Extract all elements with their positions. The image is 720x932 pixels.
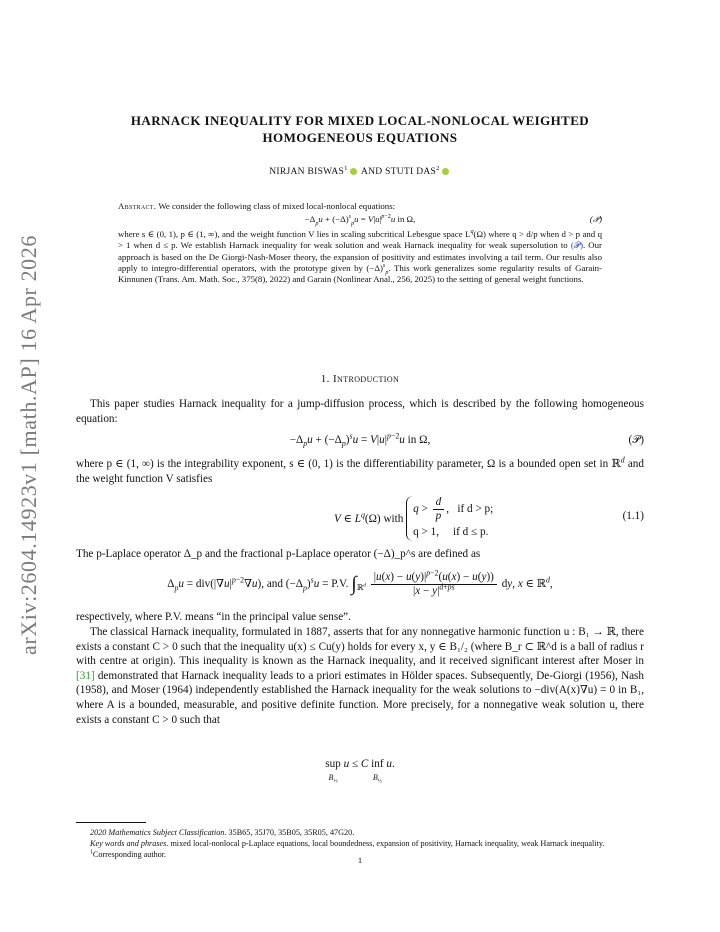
case-2: q > 1,: [413, 526, 440, 538]
title-line-2: HOMOGENEOUS EQUATIONS: [262, 130, 458, 145]
orcid-icon[interactable]: [442, 168, 449, 175]
intro-p5b: demonstrated that Harnack inequality leads to a priori estimates in Hölder spaces. Subsequently, De-Giorgi (1956), Nash (1958), and Moser (1964) independently established the Harnack inequality for the weak solutions to −div(A(x)∇u) = 0 in B₁, where A is a bounded, measurable, and positive definite function. More precisely, for a nonnegative weak solution u, there exists a constant C > 0 such that: [76, 669, 644, 726]
paper-title: [96, 112, 624, 146]
intro-paragraph-4: respectively, where P.V. means “in the principal value sense”.: [76, 611, 351, 623]
equation-cases: q > $\frac{d}{p}$ , if d > p; q > 1, if d ≤ p.: [406, 496, 493, 541]
equation-ref-link[interactable]: (𝒫): [570, 240, 584, 251]
author-2: STUTI DAS: [385, 167, 437, 177]
arxiv-identifier[interactable]: arXiv:2604.14923v1 [math.AP] 16 Apr 2026: [16, 235, 41, 655]
author-and: AND: [360, 167, 383, 177]
footnotes: 2020 Mathematics Subject Classification. 35B65, 35J70, 35B05, 35R05, 47G20. Key words and phrases. mixed local-nonlocal p-Laplace equations, local boundedness, expansion of positivity, Harnack inequality, weak Harnack inequality. $^1$Corresponding author.: [90, 828, 605, 859]
abstract-body: where s ∈ (0, 1), p ∈ (1, ∞), and the weight function V lies in scaling subcritical Lebesgue space $L^q(\Omega)$ where q > d/p when d > p and q > 1 when d ≤ p. We establish Harnack inequality for weak solution and weak Harnack inequality for weak supersolution to (𝒫). Our approach is based on the De Giorgi-Nash-Moser theory, the expansion of positivity and estimates involving a tail term. Our results also apply to integro-differential operators, with the prototype given by $(-\Delta)^s_p$. This work generalizes some regularity results of Garain-Kinnunen (Trans. Am. Math. Soc., 375(8), 2022) and Garain (Nonlinear Anal., 256, 2025) to the setting of general weight functions.: [118, 228, 602, 285]
title-line-1: HARNACK INEQUALITY FOR MIXED LOCAL-NONLOCAL WEIGHTED: [130, 113, 590, 128]
abstract-body-4: . This work generalizes some regularity results of Garain-Kinnunen (Trans. Am. Math. Soc., 375(8), 2022) and Garain (Nonlinear Anal., 256, 2025) to the setting of general weight functions.: [118, 263, 602, 285]
operator-definition: $\Delta_pu = div(|\nabla u|^{p-2}\nabla u)$, and $(-\Delta_p)^su = P.V$. $\int_{ℝ^d}$ $\frac{|u(x) - u(y)|^{p-2}(u(x) - u(y))}{|x - y|^{d+ps}}$ dy, x ∈ ℝ$^d$,: [167, 568, 553, 597]
equation-P-tag: (𝒫): [628, 434, 644, 446]
abstract-body-3: . Our approach is based on the De Giorgi-Nash-Moser theory, the expansion of positivity and estimates involving a tail term. Our results also apply to integro-differential operators, with the prototype given by (−Δ): [118, 240, 602, 274]
author-1: NIRJAN BISWAS: [269, 167, 345, 177]
abstract: [118, 201, 602, 286]
harnack-inequality: sup $B_{\frac{1}{2}}$ u ≤ C inf $B_{\frac{1}{2}}$ u.: [325, 758, 395, 785]
msc-label: 2020 Mathematics Subject Classification.: [90, 828, 227, 837]
page-number: 1: [357, 855, 363, 865]
intro-p2a: where p ∈ (1, ∞) is the integrability exponent, s ∈ (0, 1) is the differentiability parameter, Ω is a bounded open set in ℝ: [76, 458, 621, 470]
abstract-label: Abstract.: [118, 201, 157, 211]
section-heading: 1. Introduction: [320, 373, 400, 385]
intro-paragraph-3: The p-Laplace operator Δ_p and the fractional p-Laplace operator (−Δ)_p^s are defined as: [76, 548, 481, 560]
intro-paragraph-5: [76, 625, 644, 727]
author-1-mark: 1: [344, 164, 348, 172]
orcid-icon[interactable]: [350, 168, 357, 175]
equation-1-1-tag: (1.1): [622, 510, 644, 522]
footnote-rule: [76, 822, 146, 823]
intro-p2b: and the weight function V satisfies: [76, 458, 644, 485]
case-2-condition: if d ≤ p.: [453, 526, 489, 538]
intro-paragraph-1: This paper studies Harnack inequality for a jump-diffusion process, which is described by the following homogeneous equation:: [76, 398, 644, 425]
abstract-body-1: where s ∈ (0, 1), p ∈ (1, ∞), and the weight function V lies in scaling subcritical Lebesgue space L: [118, 228, 471, 239]
keywords: mixed local-nonlocal p-Laplace equations, local boundedness, expansion of positivity, Harnack inequality, weak Harnack inequality.: [168, 838, 605, 848]
citation-link[interactable]: [31]: [76, 669, 95, 682]
msc-codes: 35B65, 35J70, 35B05, 35R05, 47G20.: [226, 828, 355, 837]
corresponding-author-note: Corresponding author.: [92, 849, 167, 859]
abstract-body-2: where q > d/p when d > p and q > 1 when d ≤ p. We establish Harnack inequality for weak solution and weak Harnack inequality for weak supersolution to: [118, 228, 602, 251]
abstract-equation-tag: (𝒫): [589, 214, 602, 225]
intro-p5a: The classical Harnack inequality, formulated in 1887, asserts that for any nonnegative harmonic function u : B₁ → ℝ, there exists a constant C > 0 such that the inequality u(x) ≤ Cu(y) holds for every x, y ∈ B₁/₂ (where B_r ⊂ ℝ^d is a ball of radius r with centre at origin). This inequality is known as the Harnack inequality, and it received significant interest after Moser in: [76, 626, 644, 668]
keywords-label: Key words and phrases.: [90, 838, 169, 848]
case-1-condition: if d > p;: [457, 503, 494, 516]
equation-P: $-\Delta_pu + (-\Delta_p)^su = V|u|^{p-2}u$ in Ω, (𝒫): [289, 431, 644, 449]
abstract-intro: We consider the following class of mixed local-nonlocal equations:: [158, 201, 396, 211]
author-2-mark: 2: [436, 164, 440, 172]
abstract-equation: $-\Delta_pu + (-\Delta)^s_pu = V|u|^{p-2}u$ in Ω, (𝒫): [304, 214, 602, 228]
intro-paragraph-2: where p ∈ (1, ∞) is the integrability exponent, s ∈ (0, 1) is the differentiability parameter, Ω is a bounded open set in ℝ$^d$ and the weight function V satisfies: [76, 455, 644, 485]
author-list: [96, 164, 624, 177]
equation-1-1: V ∈ $L^q(\Omega)$ with q > $\frac{d}{p}$ , if d > p; q > 1, if d ≤ p. (1.1): [76, 496, 644, 540]
